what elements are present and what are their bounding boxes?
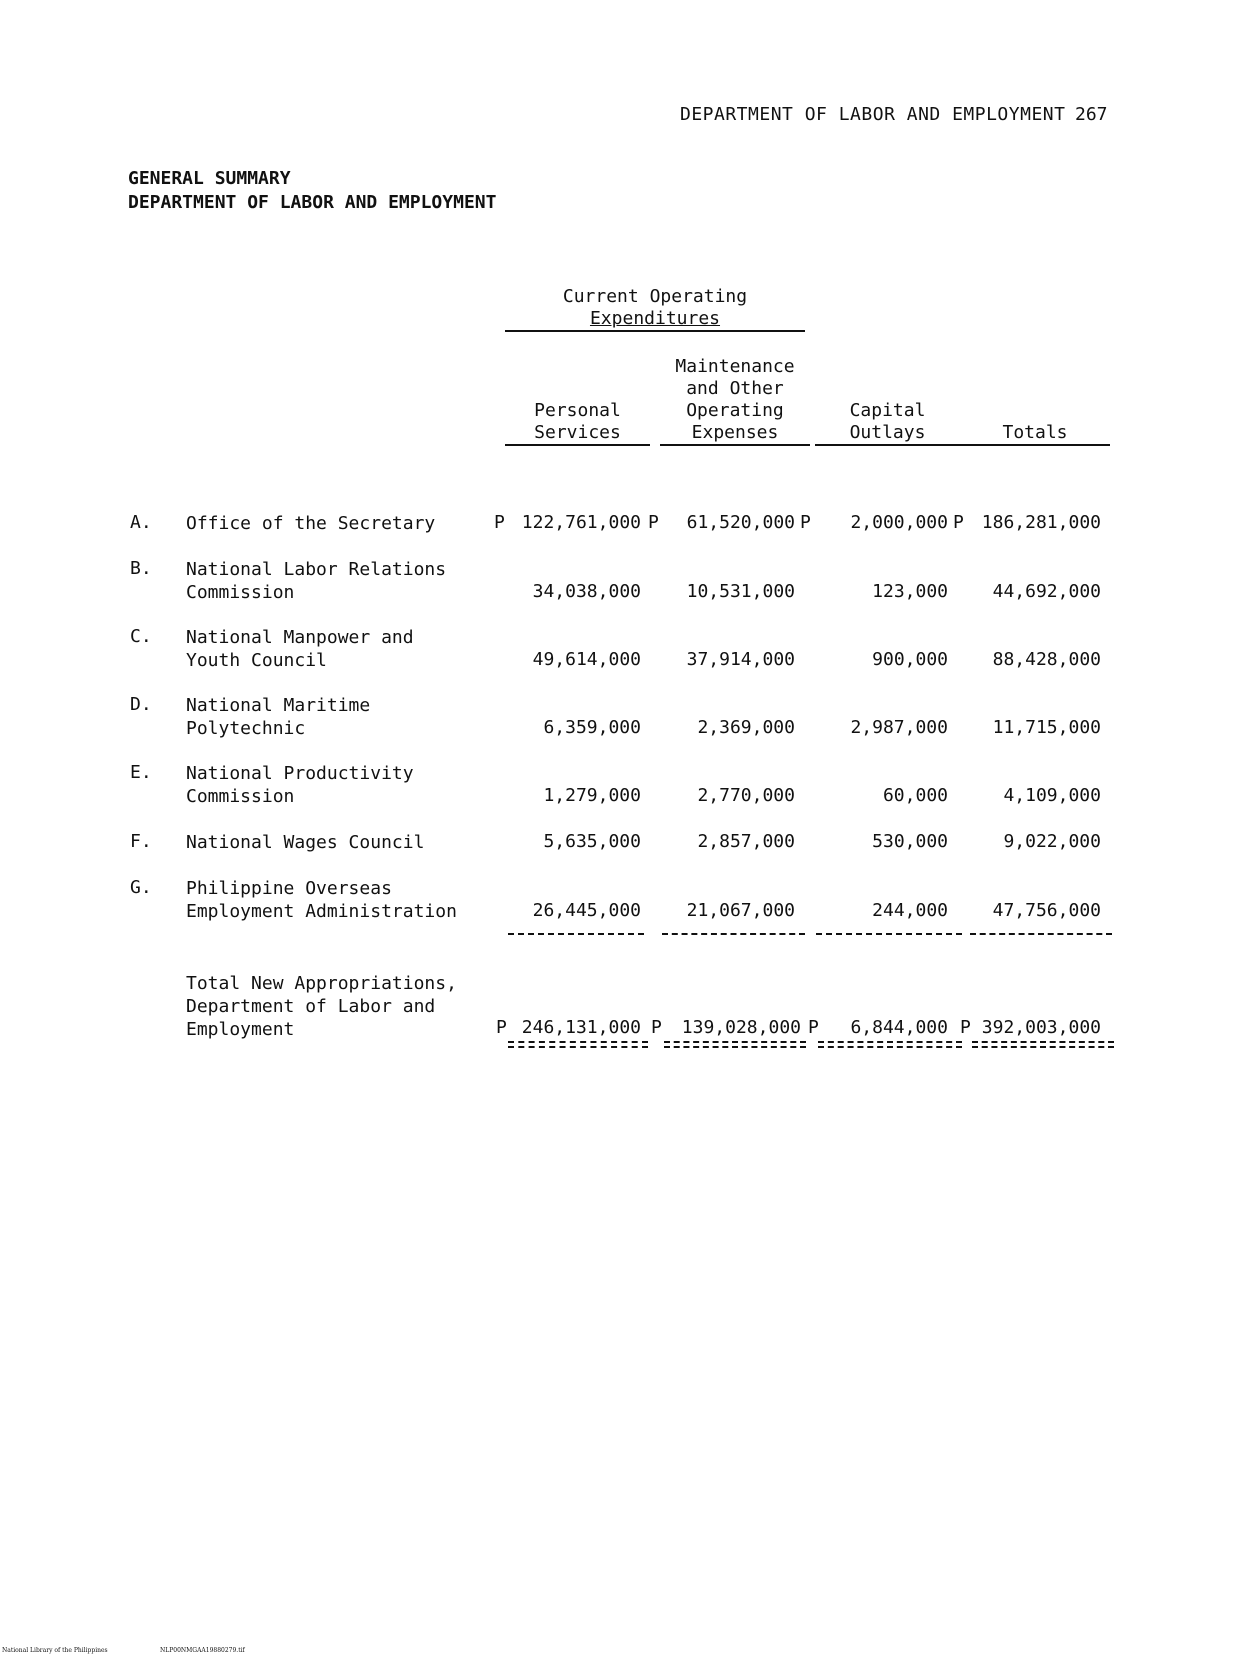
cell-moe: 2,770,000	[697, 785, 795, 806]
cell-moe: 10,531,000	[686, 581, 795, 602]
cell-total: 186,281,000	[981, 512, 1101, 533]
cell-personal-services: 5,635,000	[543, 831, 641, 852]
cell-capital-outlays: 244,000	[872, 900, 948, 921]
cell-capital-outlays: 900,000	[872, 649, 948, 670]
header-rule	[960, 444, 1110, 446]
total-capital-outlays: 6,844,000	[850, 1017, 948, 1038]
row-letter: C.	[130, 626, 152, 647]
column-group-header: Current Operating Expenditures	[562, 286, 748, 329]
header-rule	[505, 444, 650, 446]
cell-capital-outlays: 2,987,000	[850, 717, 948, 738]
header-rule	[815, 444, 960, 446]
cell-total: 88,428,000	[992, 649, 1101, 670]
cell-personal-services: 26,445,000	[532, 900, 641, 921]
row-label: National Maritime Polytechnic	[186, 695, 371, 739]
scan-footer-file: NLP00NMGAA19880279.tif	[160, 1647, 245, 1654]
total-moe: 139,028,000	[681, 1017, 801, 1038]
subtotal-rule	[508, 933, 644, 935]
row-letter: A.	[130, 512, 152, 533]
row-letter: B.	[130, 558, 152, 579]
cell-capital-outlays: 530,000	[872, 831, 948, 852]
peso-sign: P	[651, 1017, 662, 1038]
column-header-moe: Maintenance and Other Operating Expenses	[675, 356, 795, 443]
group-divider	[505, 330, 805, 332]
header-rule	[660, 444, 810, 446]
peso-sign: P	[960, 1017, 971, 1038]
peso-sign: P	[953, 512, 964, 533]
cell-personal-services: 49,614,000	[532, 649, 641, 670]
row-label: National Labor Relations Commission	[186, 559, 447, 603]
cell-capital-outlays: 2,000,000	[850, 512, 948, 533]
row-label: National Productivity Commission	[186, 763, 414, 807]
row-label: Office of the Secretary	[186, 513, 436, 534]
peso-sign: P	[808, 1017, 819, 1038]
peso-sign: P	[496, 1017, 507, 1038]
total-personal-services: 246,131,000	[521, 1017, 641, 1038]
total-label: Total New Appropriations, Department of Labor and Employment	[186, 973, 457, 1040]
page-subtitle: DEPARTMENT OF LABOR AND EMPLOYMENT	[128, 192, 497, 213]
page-number: 267	[1075, 104, 1108, 125]
grand-total-rule	[818, 1041, 962, 1048]
cell-total: 47,756,000	[992, 900, 1101, 921]
cell-moe: 21,067,000	[686, 900, 795, 921]
page-title: GENERAL SUMMARY	[128, 168, 291, 189]
grand-total-rule	[972, 1041, 1114, 1048]
row-letter: F.	[130, 831, 152, 852]
cell-personal-services: 1,279,000	[543, 785, 641, 806]
total-grand: 392,003,000	[981, 1017, 1101, 1038]
cell-moe: 2,857,000	[697, 831, 795, 852]
subtotal-rule	[662, 933, 805, 935]
cell-capital-outlays: 60,000	[882, 785, 948, 806]
column-header-personal-services: Personal Services	[534, 400, 621, 443]
subtotal-rule	[970, 933, 1112, 935]
grand-total-rule	[508, 1041, 648, 1048]
cell-total: 11,715,000	[992, 717, 1101, 738]
cell-personal-services: 122,761,000	[521, 512, 641, 533]
row-letter: G.	[130, 877, 152, 898]
cell-total: 44,692,000	[992, 581, 1101, 602]
row-label: National Wages Council	[186, 832, 425, 853]
cell-capital-outlays: 123,000	[872, 581, 948, 602]
cell-moe: 61,520,000	[686, 512, 795, 533]
scan-footer-library: National Library of the Philippines	[2, 1647, 108, 1654]
cell-moe: 37,914,000	[686, 649, 795, 670]
cell-personal-services: 6,359,000	[543, 717, 641, 738]
row-label: Philippine Overseas Employment Administration	[186, 878, 457, 922]
subtotal-rule	[816, 933, 962, 935]
cell-total: 9,022,000	[1003, 831, 1101, 852]
cell-moe: 2,369,000	[697, 717, 795, 738]
column-header-totals: Totals	[1002, 422, 1068, 443]
cell-total: 4,109,000	[1003, 785, 1101, 806]
row-letter: D.	[130, 694, 152, 715]
peso-sign: P	[800, 512, 811, 533]
cell-personal-services: 34,038,000	[532, 581, 641, 602]
row-letter: E.	[130, 762, 152, 783]
grand-total-rule	[664, 1041, 806, 1048]
peso-sign: P	[648, 512, 659, 533]
row-label: National Manpower and Youth Council	[186, 627, 414, 671]
column-header-capital-outlays: Capital Outlays	[849, 400, 926, 443]
running-header: DEPARTMENT OF LABOR AND EMPLOYMENT	[680, 104, 1066, 125]
peso-sign: P	[494, 512, 505, 533]
